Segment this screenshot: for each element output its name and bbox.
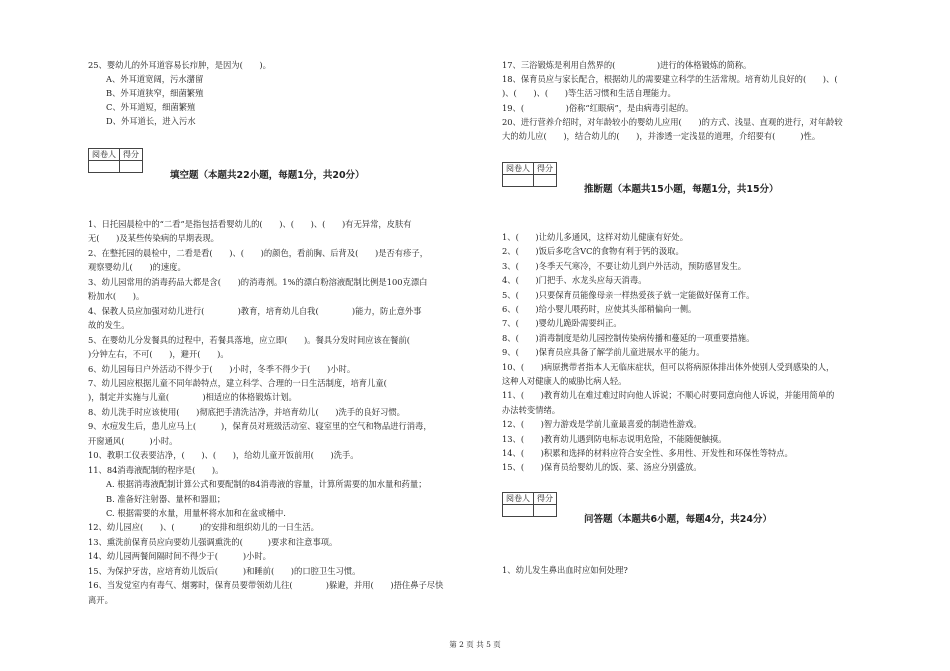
question-line: 8、幼儿洗手时应该使用( )彻底把手清洗洁净，并培育幼儿( )洗手的良好习惯。 bbox=[88, 406, 405, 417]
question-line: )、( )、( )等生活习惯和生活自理能力。 bbox=[502, 88, 676, 99]
judge-question-line: 4、( )门把手、水龙头应每天消毒。 bbox=[502, 275, 647, 286]
question-line: 粉加水( )。 bbox=[88, 291, 145, 302]
question-line: 观察婴幼儿( )的速度。 bbox=[88, 262, 186, 273]
question-line: )，制定并实施与儿童( )相适应的体格锻炼计划。 bbox=[88, 392, 297, 403]
question-line: 19、( )俗称“红眼病”，是由病毒引起的。 bbox=[502, 102, 694, 113]
page-number-footer: 第 2 页 共 5 页 bbox=[449, 640, 501, 649]
judge-question-line: 1、( )让幼儿多通风，这样对幼儿健康有好处。 bbox=[502, 232, 688, 242]
section-title-fill-in: 填空题（本题共22小题，每题1分，共20分） bbox=[170, 170, 365, 181]
section-title-judgement: 推断题（本题共15小题，每题1分，共15分） bbox=[584, 184, 779, 195]
question-line: 大的幼儿应( )，结合幼儿的( )，并渗透一定浅显的道理，介绍要有( )性。 bbox=[502, 131, 821, 141]
score-box-score-cell[interactable] bbox=[534, 505, 557, 517]
question-line: )分钟左右，不可( )，避开( )。 bbox=[88, 349, 229, 360]
question-line: 12、幼儿园应( )、( )的安排和组织幼儿的一日生活。 bbox=[88, 522, 319, 533]
judge-question-line: 8、( )消毒制度是幼儿园控制传染病传播和蔓延的一项重要措施。 bbox=[502, 332, 755, 343]
judge-question-line: 办法转变情绪。 bbox=[502, 404, 561, 415]
question-line: 6、幼儿园每日户外活动不得少于( )小时，冬季不得少于( )小时。 bbox=[88, 363, 356, 374]
question-line: A. 根据消毒液配制计算公式和要配制的84消毒液的容量，计算所需要的加水量和药量； bbox=[106, 479, 427, 490]
score-box-grader-cell[interactable] bbox=[89, 161, 120, 173]
question-line: 无( )及某些传染病的早期表现。 bbox=[88, 233, 219, 244]
question-line: 开窗通风( )小时。 bbox=[88, 435, 178, 446]
question-line: 18、保育员应与家长配合，根据幼儿的需要建立科学的生活常规。培育幼儿良好的( )、( bbox=[502, 74, 838, 85]
question-line: 5、在婴幼儿分发餐具的过程中，若餐具落地，应立即( )。餐具分发时间应该在餐前( bbox=[88, 334, 427, 345]
judge-question-line: 2、( )饭后多吃含VC的食物有利于钙的汲取。 bbox=[502, 246, 684, 257]
score-box-score-cell[interactable] bbox=[534, 175, 557, 187]
score-box-score-cell[interactable] bbox=[120, 161, 143, 173]
judge-question-line: 9、( )保育员应具备了解学前儿童进展水平的能力。 bbox=[502, 347, 705, 358]
question-line: 9、水痘发生后，患儿应马上( )，保育员对班级活动室、寝室里的空气和物品进行消毒， bbox=[88, 421, 432, 432]
score-box-fill bbox=[88, 148, 143, 173]
question-line: 11、84消毒液配制的程序是( )。 bbox=[88, 464, 224, 475]
question-line: 7、幼儿园应根据儿童不同年龄特点，建立科学、合理的一日生活制度，培育儿童( bbox=[88, 377, 421, 388]
question-line: 20、进行营养介绍时，对年龄较小的婴幼儿应用( )的方式、浅显、直观的进行，对年龄较 bbox=[502, 116, 843, 127]
question-line: 13、熏洗前保育员应向要幼儿强调熏洗的( )要求和注意事项。 bbox=[88, 536, 338, 547]
question-line: 14、幼儿园两餐间隔时间不得少于( )小时。 bbox=[88, 551, 271, 562]
question-line: C. 根据需要的水量，用量杯将水加和在盆或桶中. bbox=[106, 508, 286, 518]
judge-question-line: 6、( )给小婴儿喂药时，应使其头部稍偏向一侧。 bbox=[502, 304, 697, 314]
question-line: 10、教职工仪表要洁净，( )、( )，给幼儿童开饭前用( )洗手。 bbox=[88, 450, 359, 461]
judge-question-line: 10、( )病原携带者指本人无临床症状，但可以将病原体排出体外使别人受到感染的人， bbox=[502, 361, 835, 372]
score-box-score-label: 得分 bbox=[120, 149, 143, 161]
judge-question-line: 这种人对健康人的威胁比病人轻。 bbox=[502, 376, 627, 386]
question-line: 16、当发觉室内有毒气、烟雾时，保育员要带领幼儿往( )躲避，并用( )捂住鼻子尽快 bbox=[88, 580, 444, 591]
question-25-option-b: B、外耳道狭窄，细菌繁殖 bbox=[106, 88, 204, 98]
score-box-grader-cell[interactable] bbox=[503, 505, 534, 517]
judge-question-line: 14、( )积累和选择的材料应符合安全性、多用性、开发性和环保性等特点。 bbox=[502, 448, 793, 458]
question-25-stem: 25、婴幼儿的外耳道容易长疖肿，是因为( )。 bbox=[88, 60, 271, 70]
score-box-score-label: 得分 bbox=[534, 163, 557, 175]
section-title-qa: 问答题（本题共6小题，每题4分，共24分） bbox=[584, 514, 772, 525]
question-line: 1、日托园晨检中的“二看”是指包括看婴幼儿的( )、( )、( )有无异常，皮肤有 bbox=[88, 219, 412, 229]
question-line: 17、三浴锻炼是利用自然界的( )进行的体格锻炼的简称。 bbox=[502, 60, 752, 70]
score-box-qa bbox=[502, 492, 557, 517]
question-line: 3、幼儿园常用的消毒药品大都是含( )的消毒剂。1%的漂白粉溶液配制比例是100克漂白 bbox=[88, 276, 428, 287]
judge-question-line: 3、( )冬季天气寒冷，不要让幼儿到户外活动，预防感冒发生。 bbox=[502, 260, 747, 271]
score-box-score-label: 得分 bbox=[534, 493, 557, 505]
question-25-option-a: A、外耳道宽阔，污水潴留 bbox=[106, 74, 204, 84]
judge-question-line: 13、( )教育幼儿遇到防电标志说明危险，不能随便触摸。 bbox=[502, 433, 727, 444]
judge-question-line: 11、( )教育幼儿在难过难过时向他人诉说；不顺心时要同意向他人诉说，并能用简单的 bbox=[502, 390, 835, 401]
judge-question-line: 12、( )智力游戏是学前儿童最喜爱的制造性游戏。 bbox=[502, 419, 702, 430]
question-line: 故的发生。 bbox=[88, 320, 130, 331]
qa-question-line: 1、幼儿发生鼻出血时应如何处理? bbox=[502, 565, 628, 575]
score-box-judge bbox=[502, 162, 557, 187]
score-box-grader-cell[interactable] bbox=[503, 175, 534, 187]
judge-question-line: 7、( )婴幼儿跪卧需要纠正。 bbox=[502, 318, 622, 329]
question-line: 2、在整托园的晨检中，二看是看( )、( )的颜色，看前胸、后背及( )是否有疹子， bbox=[88, 247, 428, 258]
question-line: 15、为保护牙齿，应培育幼儿饭后( )和睡前( )的口腔卫生习惯。 bbox=[88, 565, 361, 576]
score-box-grader-label: 阅卷人 bbox=[89, 149, 120, 161]
question-line: B. 准备好注射器、量杯和器皿； bbox=[106, 493, 226, 504]
question-line: 4、保教人员应加强对幼儿进行( )教育，培育幼儿自我( )能力，防止意外事 bbox=[88, 305, 422, 316]
score-box-grader-label: 阅卷人 bbox=[503, 163, 534, 175]
question-line: 离开。 bbox=[88, 594, 113, 605]
judge-question-line: 5、( )只要保育员能像母亲一样热爱孩子就一定能做好保育工作。 bbox=[502, 289, 755, 300]
score-box-grader-label: 阅卷人 bbox=[503, 493, 534, 505]
question-25-option-c: C、外耳道短，细菌繁殖 bbox=[106, 102, 196, 112]
judge-question-line: 15、( )保育员给婴幼儿的饭、菜、汤应分别盛放。 bbox=[502, 462, 702, 473]
question-25-option-d: D、外耳道长，进入污水 bbox=[106, 116, 196, 126]
